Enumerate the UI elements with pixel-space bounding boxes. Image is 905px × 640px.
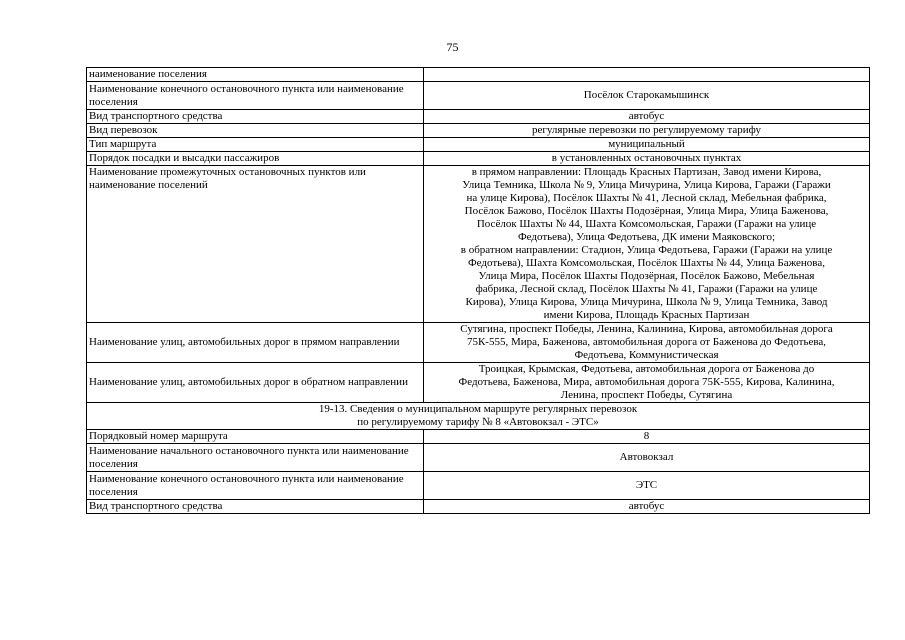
streets-forward-value (424, 323, 870, 363)
table-row (87, 152, 870, 166)
row-label: Вид перевозок (87, 124, 424, 138)
row-value: Автовокзал (424, 444, 870, 472)
streets-reverse-row (87, 363, 870, 403)
row-label: наименование поселения (87, 68, 424, 82)
streets-reverse-value (424, 363, 870, 403)
intermediate-stops-row (87, 166, 870, 323)
row-label: Вид транспортного средства (87, 500, 424, 514)
text-line: Улица Темника, Школа № 9, Улица Мичурина, Улица Кирова, Гаражи (Гаражи (462, 179, 831, 191)
intermediate-stops-label: Наименование промежуточных остановочных пунктов или наименование поселений (87, 166, 424, 323)
row-label: Наименование начального остановочного пункта или наименование поселения (87, 444, 424, 472)
row-label: Тип маршрута (87, 138, 424, 152)
row-value: муниципальный (424, 138, 870, 152)
section-heading-line: по регулируемому тарифу № 8 «Автовокзал - ЭТС» (357, 416, 599, 428)
text-line: Посёлок Бажово, Посёлок Шахты Подозёрная, Улица Мира, Улица Баженова, (464, 205, 829, 217)
table-row (87, 110, 870, 124)
table-row (87, 472, 870, 500)
row-label: Наименование конечного остановочного пункта или наименование поселения (87, 472, 424, 500)
table-row (87, 68, 870, 82)
row-value: регулярные перевозки по регулируемому тарифу (424, 124, 870, 138)
text-line: Сутягина, проспект Победы, Ленина, Калинина, Кирова, автомобильная дорога (460, 323, 833, 335)
row-value (424, 68, 870, 82)
row-value: Посёлок Старокамышинск (424, 82, 870, 110)
table-row (87, 500, 870, 514)
table-row (87, 444, 870, 472)
table-row (87, 430, 870, 444)
row-value: 8 (424, 430, 870, 444)
text-line: в обратном направлении: Стадион, Улица Федотьева, Гаражи (Гаражи на улице (460, 244, 833, 256)
row-value: в установленных остановочных пунктах (424, 152, 870, 166)
row-label: Вид транспортного средства (87, 110, 424, 124)
section-heading-row (87, 403, 870, 430)
text-line: Ленина, проспект Победы, Сутягина (560, 389, 733, 401)
row-value: автобус (424, 500, 870, 514)
route-table (86, 67, 870, 514)
text-line: Федотьева), Шахта Комсомольская, Посёлок Шахты № 44, Улица Баженова, (467, 257, 825, 269)
streets-reverse-label: Наименование улиц, автомобильных дорог в обратном направлении (87, 363, 424, 403)
row-label: Наименование конечного остановочного пункта или наименование поселения (87, 82, 424, 110)
row-value: автобус (424, 110, 870, 124)
row-value: ЭТС (424, 472, 870, 500)
text-line: имени Кирова, Площадь Красных Партизан (543, 309, 750, 321)
text-line: Федотьева), Улица Федотьева, ДК имени Маяковского; (517, 231, 776, 243)
section-heading-line: 19-13. Сведения о муниципальном маршруте регулярных перевозок (318, 403, 638, 415)
text-line: Улица Мира, Посёлок Шахты Подозёрная, Посёлок Бажово, Мебельная (478, 270, 815, 282)
text-line: Федотьева, Баженова, Мира, автомобильная дорога 75К-555, Кирова, Калинина, (458, 376, 835, 388)
page-number: 75 (446, 40, 459, 54)
text-line: Посёлок Шахты № 44, Шахта Комсомольская, Гаражи (Гаражи на улице (476, 218, 817, 230)
text-line: в прямом направлении: Площадь Красных Партизан, Завод имени Кирова, (471, 166, 822, 178)
intermediate-stops-value (424, 166, 870, 323)
row-label: Порядок посадки и высадки пассажиров (87, 152, 424, 166)
section-heading (87, 403, 870, 430)
table-row (87, 82, 870, 110)
text-line: Федотьева, Коммунистическая (574, 349, 719, 361)
row-label: Порядковый номер маршрута (87, 430, 424, 444)
table-row (87, 124, 870, 138)
text-line: 75К-555, Мира, Баженова, автомобильная дорога от Баженова до Федотьева, (466, 336, 827, 348)
streets-forward-row (87, 323, 870, 363)
table-row (87, 138, 870, 152)
text-line: на улице Кирова), Посёлок Шахты № 41, Лесной склад, Мебельная фабрика, (466, 192, 827, 204)
text-line: фабрика, Лесной склад, Посёлок Шахты № 41, Гаражи (Гаражи на улице (475, 283, 818, 295)
text-line: Троицкая, Крымская, Федотьева, автомобильная дорога от Баженова до (478, 363, 815, 375)
streets-forward-label: Наименование улиц, автомобильных дорог в прямом направлении (87, 323, 424, 363)
text-line: Кирова), Улица Кирова, Улица Мичурина, Школа № 9, Улица Темника, Завод (465, 296, 828, 308)
